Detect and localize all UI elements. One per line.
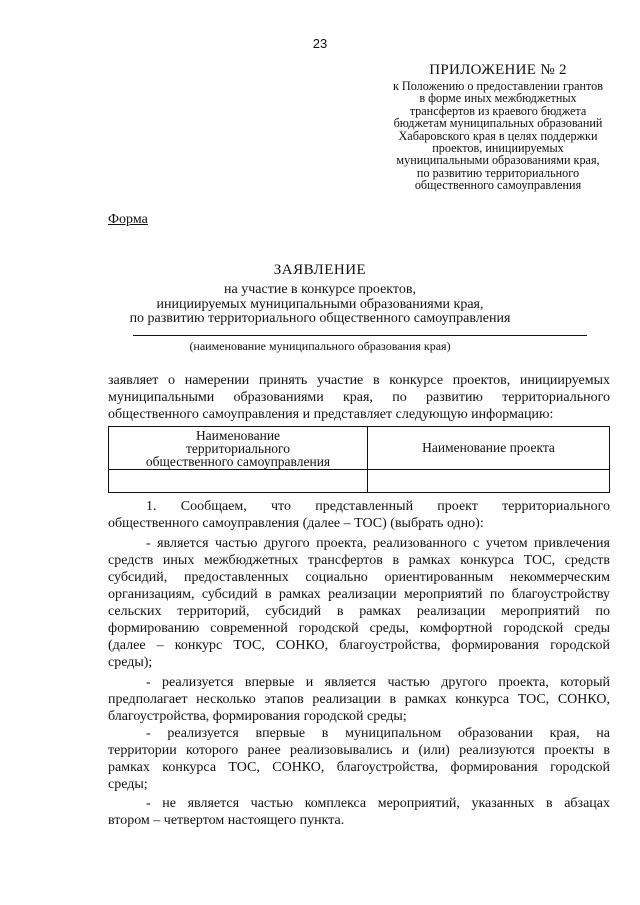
- appendix-line: к Положению о предоставлении грантов: [392, 79, 604, 93]
- section-1-line: 1. Сообщаем, что представленный проект территориального: [146, 499, 610, 514]
- appendix-line: Хабаровского края в целях поддержки: [398, 128, 598, 143]
- appendix-line: по развитию территориального: [416, 165, 580, 180]
- intro-paragraph: [108, 372, 610, 423]
- appendix-reference: [376, 80, 620, 192]
- subtitle-line: на участие в конкурсе проектов,: [224, 282, 416, 297]
- appendix-line: в форме иных межбюджетных: [419, 91, 577, 106]
- option-4: - не является частью комплекса мероприятий, указанных в абзацах втором – четвертом настоящего пункта.: [108, 796, 610, 828]
- appendix-line: общественного самоуправления: [414, 178, 582, 193]
- appendix-line: трансфертов из краевого бюджета: [409, 103, 587, 118]
- header-project-name: Наименование проекта: [368, 427, 610, 470]
- option-2: - реализуется впервые и является частью другого проекта, который предполагает несколько этапов реализации в рамках конкурса ТОС, СОНКО, благоустройства, формирования городской среды;: [108, 675, 610, 724]
- tos-project-table: [108, 426, 610, 493]
- option-1: - является частью другого проекта, реализованного с учетом привлечения средств иных межбюджетных трансфертов в рамках конкурса ТОС, средств субсидий, предоставленных социально ориентированным некоммерческим организациям, субсидий в рамках реализации мероприятий по благоустройству сельских территорий, субсидий в рамках реализации мероприятий по формированию современной городской среды, комфортной городской среды (далее – конкурс ТОС, СОНКО, благоустройства, формирования городской среды);: [108, 536, 610, 670]
- page-number: 23: [312, 36, 328, 51]
- appendix-line: бюджетам муниципальных образований: [393, 116, 603, 131]
- municipality-name-caption: (наименование муниципального образования края): [189, 339, 451, 353]
- cell-project-name[interactable]: [368, 470, 610, 493]
- intro-line: общественного самоуправления и представляет следующую информацию:: [108, 407, 554, 422]
- subtitle-line: по развитию территориального общественного самоуправления: [129, 311, 511, 326]
- section-1-line: общественного самоуправления (далее – ТОС) (выбрать одно):: [108, 516, 484, 531]
- document-subtitle: [0, 283, 640, 327]
- municipality-name-line[interactable]: [133, 335, 587, 336]
- intro-line: муниципальными образованиями края, по развитию территориального: [108, 390, 610, 405]
- document-title: ЗАЯВЛЕНИЕ: [273, 262, 367, 278]
- subtitle-line: инициируемых муниципальными образованиями края,: [156, 296, 484, 312]
- header-tos-name: Наименование территориального общественного самоуправления: [109, 427, 368, 470]
- intro-line: заявляет о намерении принять участие в конкурсе проектов, инициируемых: [108, 373, 610, 388]
- appendix-line: муниципальными образованиями края,: [396, 153, 600, 168]
- form-label: Форма: [108, 212, 148, 227]
- section-1-paragraph: [108, 498, 610, 532]
- appendix-title: ПРИЛОЖЕНИЕ № 2: [429, 62, 567, 78]
- appendix-line: проектов, инициируемых: [432, 141, 564, 156]
- option-3: - реализуется впервые в муниципальном образовании края, на территории которого ранее реализовывались и (или) реализуются проекты в рамках конкурса ТОС, СОНКО, благоустройства, формирования городской среды;: [108, 726, 610, 792]
- cell-tos-name[interactable]: [109, 470, 368, 493]
